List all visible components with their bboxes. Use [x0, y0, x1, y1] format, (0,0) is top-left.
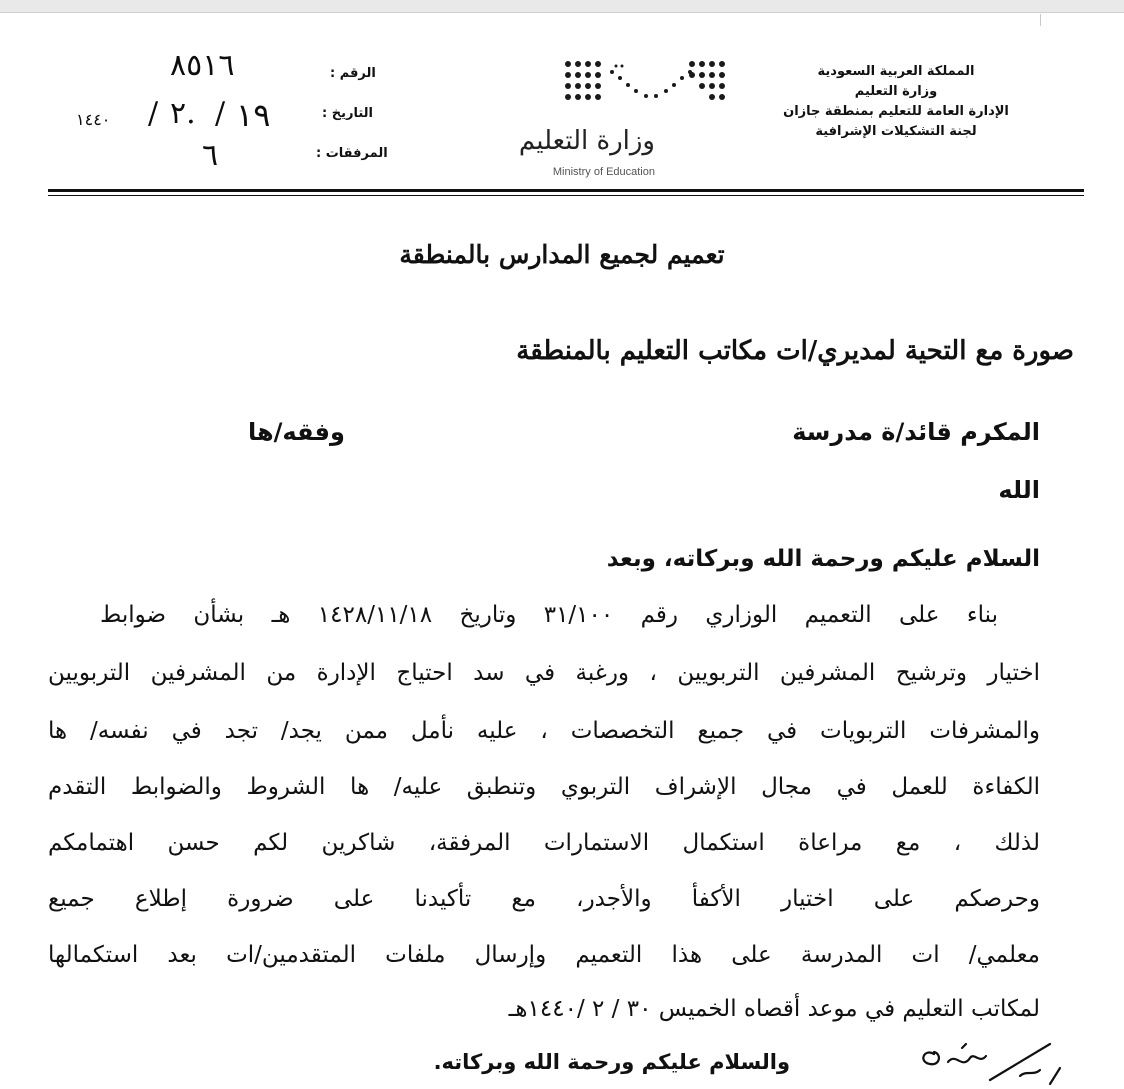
- header-rule-thin: [48, 195, 1084, 196]
- addressee-suffix: وفقه/ها: [248, 418, 345, 446]
- number-label: الرقم :: [330, 66, 376, 81]
- date-sep-1: /: [215, 96, 226, 131]
- greeting: السلام عليكم ورحمة الله وبركاته، وبعد: [606, 546, 1040, 572]
- body-line: لمكاتب التعليم في موعد أقصاه الخميس ٣٠ / ٢ /١٤٤٠هـ: [508, 996, 1040, 1022]
- org-line-committee: لجنة التشكيلات الإشرافية: [815, 124, 977, 139]
- date-year: ١٤٤٠: [76, 110, 111, 129]
- addressee-line: المكرم قائد/ة مدرسة: [792, 418, 1040, 446]
- ministry-logo: [480, 52, 740, 182]
- date-month: ٢.: [170, 96, 196, 131]
- body-line: وحرصكم على اختيار الأكفأ والأجدر، مع تأكيدنا على ضرورة إطلاع جميع: [48, 886, 1040, 912]
- body-line: معلمي/ ات المدرسة على هذا التعميم وإرسال ملفات المتقدمين/ات بعد استكمالها: [48, 942, 1040, 968]
- signature-icon: [900, 1040, 1080, 1089]
- body-line: اختيار وترشيح المشرفين التربويين ، ورغبة في سد احتياج الإدارة من المشرفين التربويين: [48, 660, 1040, 686]
- org-line-country: المملكة العربية السعودية: [817, 64, 975, 79]
- attachments-label: المرفقات :: [316, 146, 388, 161]
- addressee-continuation: الله: [998, 476, 1040, 504]
- number-value: ٨٥١٦: [170, 48, 235, 83]
- logo-arabic-name: وزارة التعليم: [518, 126, 655, 156]
- body-line: الكفاءة للعمل في مجال الإشراف التربوي وتنطبق عليه/ ها الشروط والضوابط التقدم: [48, 774, 1040, 800]
- date-day: ١٩: [236, 96, 271, 134]
- logo-dots-icon: [560, 58, 730, 108]
- viewer-divider: [1040, 14, 1041, 26]
- date-label: التاريخ :: [322, 106, 373, 121]
- closing-line: والسلام عليكم ورحمة الله وبركاته.: [433, 1050, 790, 1074]
- attachments-value: ٦: [202, 138, 219, 173]
- body-line: والمشرفات التربويات في جميع التخصصات ، عليه نأمل ممن يجد/ تجد في نفسه/ ها: [48, 718, 1040, 744]
- copy-line: صورة مع التحية لمديري/ات مكاتب التعليم بالمنطقة: [516, 336, 1074, 366]
- organization-header: [766, 62, 1026, 142]
- org-line-ministry: وزارة التعليم: [854, 84, 938, 99]
- body-line: لذلك ، مع مراعاة استكمال الاستمارات المرفقة، شاكرين لكم حسن اهتمامكم: [48, 830, 1040, 856]
- body-line: بناء على التعميم الوزاري رقم ٣١/١٠٠ وتاريخ ١٤٢٨/١١/١٨ هـ بشأن ضوابط: [100, 602, 998, 628]
- document-title: تعميم لجميع المدارس بالمنطقة: [399, 240, 725, 269]
- logo-english-name: Ministry of Education: [552, 166, 655, 178]
- org-line-directorate: الإدارة العامة للتعليم بمنطقة جازان: [783, 104, 1009, 119]
- header-rule: [48, 189, 1084, 192]
- viewer-top-bar: [0, 0, 1124, 13]
- date-sep-2: /: [148, 96, 159, 131]
